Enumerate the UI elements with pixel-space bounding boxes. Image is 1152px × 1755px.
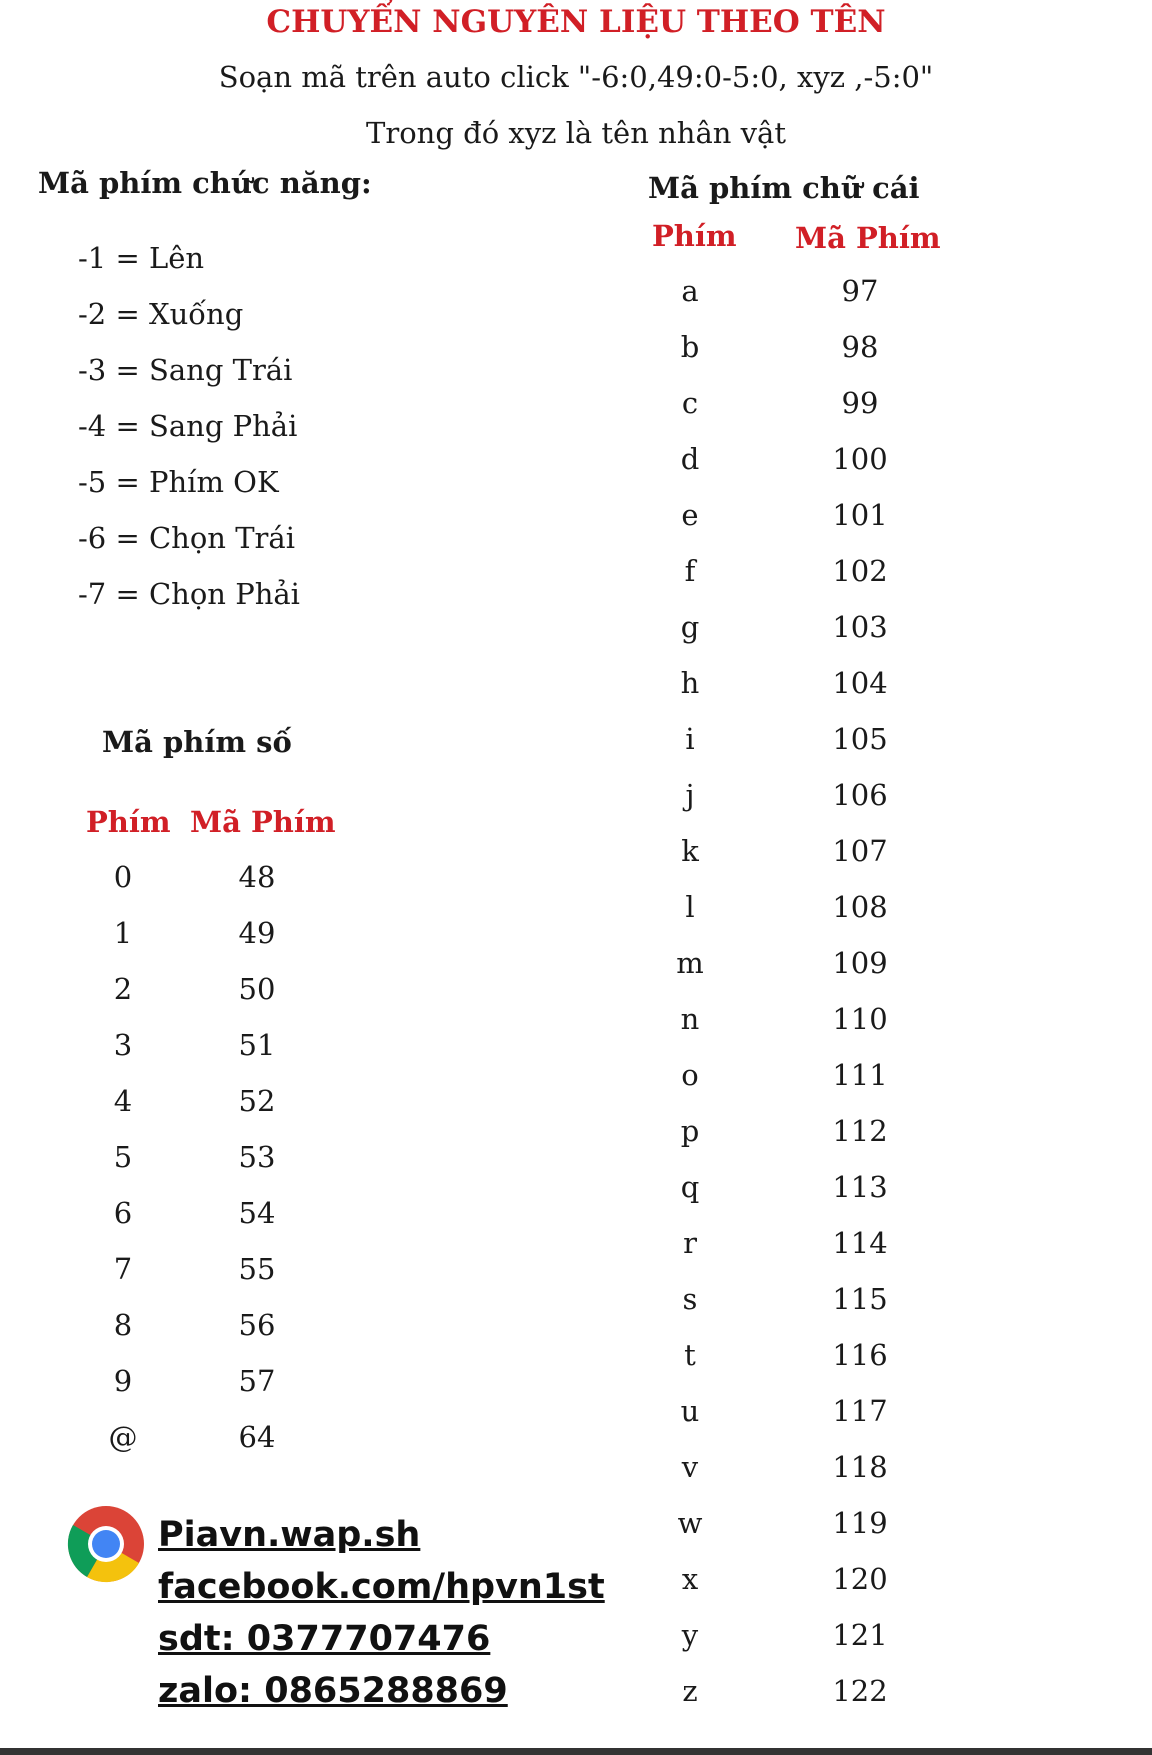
contact-website[interactable]: Piavn.wap.sh (158, 1515, 421, 1555)
code-cell: 57 (238, 1364, 276, 1398)
code-cell: 114 (832, 1226, 888, 1260)
key-cell: 3 (113, 1028, 133, 1062)
page-title: CHUYỂN NGUYÊN LIỆU THEO TÊN (266, 4, 886, 40)
code-cell: 113 (832, 1170, 888, 1204)
key-cell: o (681, 1058, 699, 1092)
key-cell: u (680, 1394, 700, 1428)
key-cell: 4 (113, 1084, 133, 1118)
code-cell: 54 (238, 1196, 276, 1230)
key-cell: s (682, 1282, 698, 1316)
key-cell: e (681, 498, 699, 532)
code-cell: 112 (832, 1114, 888, 1148)
code-cell: 110 (832, 1002, 888, 1036)
number-col-key-header: Phím (86, 805, 171, 839)
code-cell: 97 (841, 274, 879, 308)
key-cell: k (681, 834, 699, 868)
key-cell: 8 (113, 1308, 133, 1342)
key-cell: 7 (113, 1252, 133, 1286)
code-cell: 105 (832, 722, 888, 756)
key-cell: z (682, 1674, 698, 1708)
key-cell: q (680, 1170, 700, 1204)
code-cell: 50 (238, 972, 276, 1006)
list-item: -2 = Xuống (78, 297, 244, 331)
code-cell: 118 (832, 1450, 888, 1484)
letter-keys-heading: Mã phím chữ cái (648, 171, 920, 205)
key-cell: 0 (113, 860, 133, 894)
list-item: -4 = Sang Phải (78, 409, 298, 443)
code-cell: 116 (832, 1338, 888, 1372)
code-cell: 109 (832, 946, 888, 980)
key-cell: i (685, 722, 695, 756)
letter-col-key-header: Phím (652, 219, 737, 253)
code-cell: 100 (832, 442, 888, 476)
key-cell: p (680, 1114, 700, 1148)
contact-facebook[interactable]: facebook.com/hpvn1st (158, 1567, 605, 1607)
key-cell: j (685, 778, 695, 812)
subtitle-note: Trong đó xyz là tên nhân vật (366, 116, 786, 150)
code-cell: 49 (238, 916, 276, 950)
list-item: -1 = Lên (78, 241, 205, 275)
list-item: -7 = Chọn Phải (78, 577, 300, 611)
chrome-icon (66, 1504, 146, 1584)
number-keys-heading: Mã phím số (102, 725, 292, 759)
code-cell: 120 (832, 1562, 888, 1596)
key-cell: @ (108, 1420, 138, 1454)
key-cell: c (681, 386, 699, 420)
code-cell: 99 (841, 386, 879, 420)
letter-col-code-header: Mã Phím (795, 221, 941, 255)
code-cell: 119 (832, 1506, 888, 1540)
code-cell: 107 (832, 834, 888, 868)
key-cell: 5 (113, 1140, 133, 1174)
code-cell: 108 (832, 890, 888, 924)
code-cell: 117 (832, 1394, 888, 1428)
code-cell: 55 (238, 1252, 276, 1286)
number-col-code-header: Mã Phím (190, 805, 336, 839)
key-cell: 6 (113, 1196, 133, 1230)
code-cell: 122 (832, 1674, 888, 1708)
code-cell: 111 (832, 1058, 888, 1092)
key-cell: b (680, 330, 700, 364)
code-cell: 102 (832, 554, 888, 588)
code-cell: 101 (832, 498, 888, 532)
code-cell: 115 (832, 1282, 888, 1316)
key-cell: 9 (113, 1364, 133, 1398)
key-cell: f (684, 554, 696, 588)
code-cell: 64 (238, 1420, 276, 1454)
code-cell: 53 (238, 1140, 276, 1174)
code-cell: 121 (832, 1618, 888, 1652)
key-cell: x (681, 1562, 699, 1596)
contact-phone: sdt: 0377707476 (158, 1619, 491, 1659)
list-item: -5 = Phím OK (78, 465, 279, 499)
key-cell: r (683, 1226, 697, 1260)
key-cell: a (681, 274, 699, 308)
list-item: -3 = Sang Trái (78, 353, 293, 387)
key-cell: y (681, 1618, 699, 1652)
code-cell: 48 (238, 860, 276, 894)
subtitle-instruction: Soạn mã trên auto click "-6:0,49:0-5:0, xyz ,-5:0" (218, 60, 934, 94)
function-keys-heading: Mã phím chức năng: (38, 166, 372, 200)
code-cell: 51 (238, 1028, 276, 1062)
bottom-divider (0, 1748, 1152, 1755)
key-cell: v (681, 1450, 699, 1484)
key-cell: g (680, 610, 700, 644)
key-cell: w (677, 1506, 703, 1540)
key-cell: 1 (113, 916, 133, 950)
code-cell: 104 (832, 666, 888, 700)
list-item: -6 = Chọn Trái (78, 521, 295, 555)
key-cell: n (680, 1002, 700, 1036)
contact-zalo: zalo: 0865288869 (158, 1671, 508, 1711)
code-cell: 106 (832, 778, 888, 812)
key-cell: l (685, 890, 695, 924)
code-cell: 52 (238, 1084, 276, 1118)
key-cell: h (680, 666, 700, 700)
key-cell: m (676, 946, 704, 980)
key-cell: 2 (113, 972, 133, 1006)
key-cell: t (684, 1338, 696, 1372)
code-cell: 98 (841, 330, 879, 364)
key-cell: d (680, 442, 700, 476)
code-cell: 56 (238, 1308, 276, 1342)
code-cell: 103 (832, 610, 888, 644)
